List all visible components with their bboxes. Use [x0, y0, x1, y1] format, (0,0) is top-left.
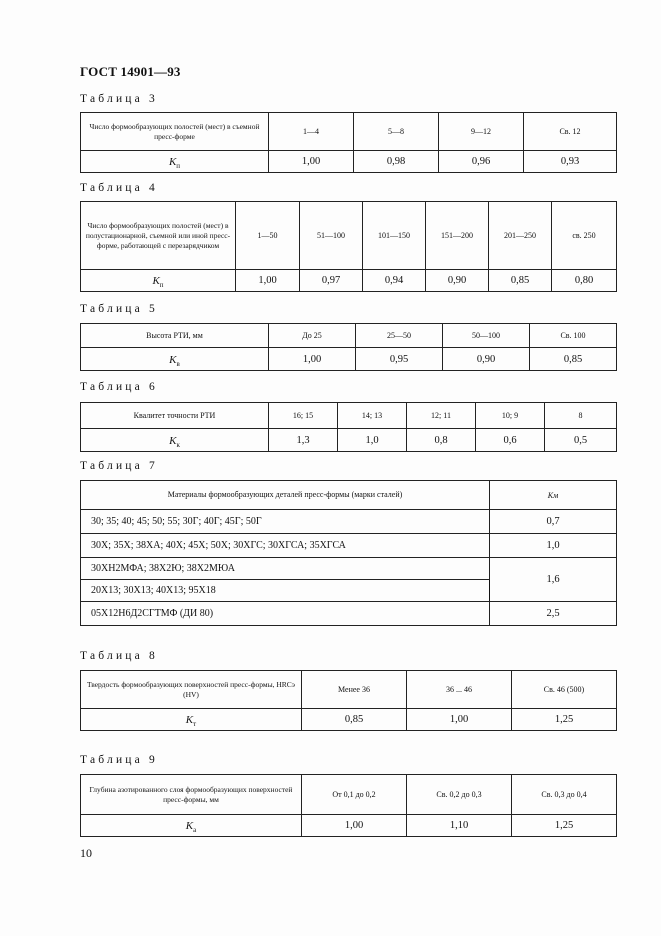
- table7-header-value: Kм: [490, 481, 617, 510]
- table4-col-1: 1—50: [236, 202, 300, 270]
- table9-col-2: Св. 0,2 до 0,3: [407, 775, 512, 815]
- table4-header-label: Число формообразующих полостей (мест) в полустационарной, съемной или иной пресс-форме, работающей с перезарядчиком: [81, 202, 236, 270]
- table4-col-3: 101—150: [363, 202, 426, 270]
- table4-value-5: 0,85: [489, 270, 552, 292]
- table5-value-1: 1,00: [269, 348, 356, 371]
- table5-col-3: 50—100: [443, 324, 530, 348]
- table4-value-1: 1,00: [236, 270, 300, 292]
- table9-value-1: 1,00: [302, 815, 407, 837]
- table6-value-4: 0,6: [476, 429, 545, 452]
- table9-header-label: Глубина азотированного слоя формообразующих поверхностей пресс-формы, мм: [81, 775, 302, 815]
- table6-value-3: 0,8: [407, 429, 476, 452]
- table5-col-2: 25—50: [356, 324, 443, 348]
- table3-col-1: 1—4: [269, 113, 354, 151]
- table6-caption: Таблица 6: [80, 381, 158, 393]
- table6-value-1: 1,3: [269, 429, 338, 452]
- table8: [80, 670, 617, 731]
- table8-value-3: 1,25: [512, 709, 617, 731]
- table7-material-4: 20Х13; 30Х13; 40Х13; 95Х18: [81, 580, 490, 602]
- table6-col-5: 8: [545, 403, 617, 429]
- table8-col-1: Менее 36: [302, 671, 407, 709]
- table3-col-4: Св. 12: [524, 113, 617, 151]
- table6-col-2: 14; 13: [338, 403, 407, 429]
- table7-material-5: 05Х12Н6Д2СГТМФ (ДИ 80): [81, 602, 490, 626]
- table4-col-2: 51—100: [300, 202, 363, 270]
- table7-value-2: 1,0: [490, 534, 617, 558]
- table9-row-symbol: $K_а$: [81, 815, 302, 837]
- table5-caption: Таблица 5: [80, 303, 158, 315]
- table3-caption: Таблица 3: [80, 93, 158, 105]
- table6: [80, 402, 617, 452]
- table8-header-label: Твердость формообразующих поверхностей пресс-формы, HRCэ (HV): [81, 671, 302, 709]
- table7-caption: Таблица 7: [80, 460, 158, 472]
- table3-col-2: 5—8: [354, 113, 439, 151]
- table8-col-2: 36 ... 46: [407, 671, 512, 709]
- table6-col-1: 16; 15: [269, 403, 338, 429]
- table4-col-5: 201—250: [489, 202, 552, 270]
- table4-caption: Таблица 4: [80, 182, 158, 194]
- table6-col-4: 10; 9: [476, 403, 545, 429]
- table7-material-3: 30ХН2МФА; 38Х2Ю; 38Х2МЮА: [81, 558, 490, 580]
- table4-value-6: 0,80: [552, 270, 617, 292]
- table5-col-1: До 25: [269, 324, 356, 348]
- table9-value-3: 1,25: [512, 815, 617, 837]
- table4-col-6: св. 250: [552, 202, 617, 270]
- table4: [80, 201, 617, 292]
- table9-value-2: 1,10: [407, 815, 512, 837]
- table3: [80, 112, 617, 173]
- table5-value-4: 0,85: [530, 348, 617, 371]
- table4-value-4: 0,90: [426, 270, 489, 292]
- document-title: ГОСТ 14901—93: [80, 64, 181, 79]
- table6-value-5: 0,5: [545, 429, 617, 452]
- table6-header-label: Квалитет точности РТИ: [81, 403, 269, 429]
- table7-value-5: 2,5: [490, 602, 617, 626]
- table7-material-2: 30Х; 35Х; 38ХА; 40Х; 45Х; 50Х; 30ХГС; 30ХГСА; 35ХГСА: [81, 534, 490, 558]
- page-number: 10: [80, 846, 92, 860]
- table5-value-2: 0,95: [356, 348, 443, 371]
- table8-value-1: 0,85: [302, 709, 407, 731]
- table9-col-3: Св. 0,3 до 0,4: [512, 775, 617, 815]
- table5: [80, 323, 617, 371]
- table3-value-3: 0,96: [439, 151, 524, 173]
- table3-value-2: 0,98: [354, 151, 439, 173]
- table9: [80, 774, 617, 837]
- table5-col-4: Св. 100: [530, 324, 617, 348]
- table9-caption: Таблица 9: [80, 754, 158, 766]
- table9-col-1: От 0,1 до 0,2: [302, 775, 407, 815]
- table7-value-1: 0,7: [490, 510, 617, 534]
- table8-col-3: Св. 46 (500): [512, 671, 617, 709]
- table5-row-symbol: $K_в$: [81, 348, 269, 371]
- table7-material-1: 30; 35; 40; 45; 50; 55; 30Г; 40Г; 45Г; 50Г: [81, 510, 490, 534]
- table6-row-symbol: $K_к$: [81, 429, 269, 452]
- table7: [80, 480, 617, 626]
- table3-row-symbol: $K_п$: [81, 151, 269, 173]
- table3-header-label: Число формообразующих полостей (мест) в съемной пресс-форме: [81, 113, 269, 151]
- table4-value-2: 0,97: [300, 270, 363, 292]
- table3-value-1: 1,00: [269, 151, 354, 173]
- table4-value-3: 0,94: [363, 270, 426, 292]
- table5-header-label: Высота РТИ, мм: [81, 324, 269, 348]
- table5-value-3: 0,90: [443, 348, 530, 371]
- table4-col-4: 151—200: [426, 202, 489, 270]
- table7-header-label: Материалы формообразующих деталей пресс-формы (марки сталей): [81, 481, 490, 510]
- table8-caption: Таблица 8: [80, 650, 158, 662]
- table8-row-symbol: $K_т$: [81, 709, 302, 731]
- table4-row-symbol: $K_п$: [81, 270, 236, 292]
- table3-value-4: 0,93: [524, 151, 617, 173]
- table8-value-2: 1,00: [407, 709, 512, 731]
- table6-value-2: 1,0: [338, 429, 407, 452]
- table7-value-3: 1,6: [490, 558, 617, 602]
- table3-col-3: 9—12: [439, 113, 524, 151]
- table6-col-3: 12; 11: [407, 403, 476, 429]
